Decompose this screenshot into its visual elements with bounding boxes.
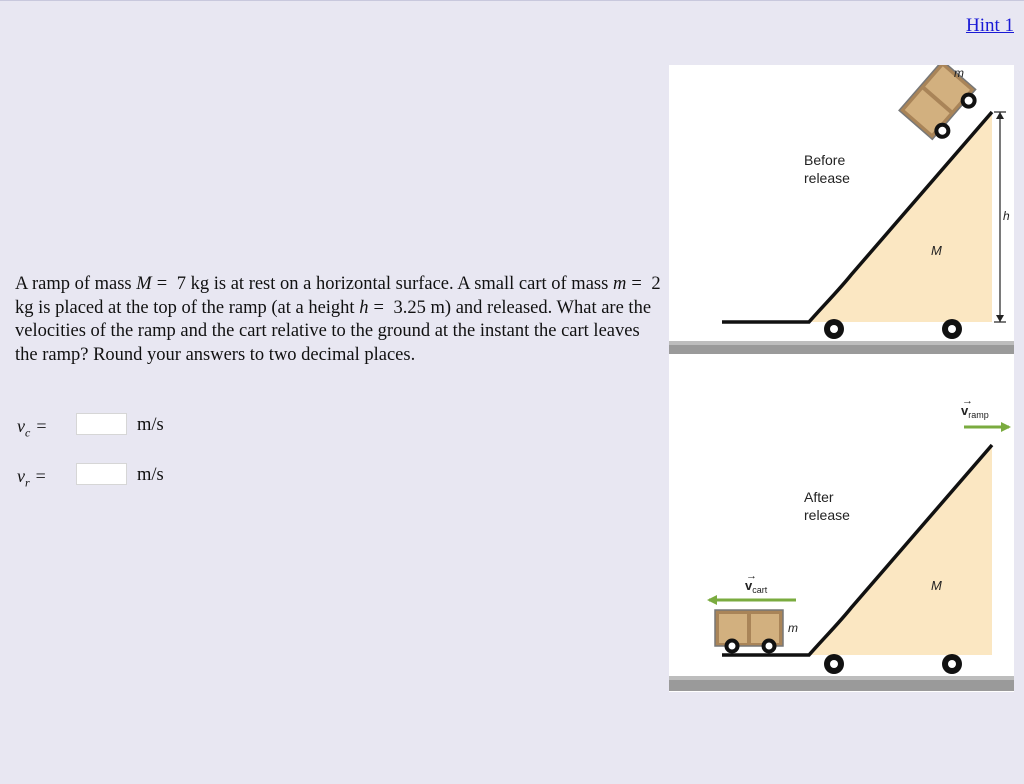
mass-m-symbol: m xyxy=(612,274,627,294)
problem-text-1: A ramp of mass xyxy=(15,274,137,294)
ramp-cart-diagram xyxy=(669,65,1014,692)
problem-text-4: 3.25 m) and released. What are the velocities of the ramp and the cart relative to the ground at the instant the cart leaves the ramp? Round your answers to two decimal places. xyxy=(15,297,652,365)
ramp-mass-label-before: M xyxy=(931,243,942,258)
cart-before xyxy=(899,65,982,145)
cart-mass-label-before: m xyxy=(954,66,964,80)
problem-text-3: 2 kg is placed at the top of the ramp (at a height xyxy=(15,274,661,318)
vc-label: $v_c$ = xyxy=(17,416,47,440)
before-label-line2: release xyxy=(804,170,850,186)
vr-input[interactable] xyxy=(76,463,127,485)
hint-link[interactable]: Hint 1 xyxy=(965,15,1014,36)
v-ramp-vector-arrow-icon: → xyxy=(962,395,973,407)
ramp-wheel-right-after xyxy=(942,654,962,674)
before-label-line1: Before xyxy=(804,152,846,168)
vr-unit: m/s xyxy=(137,465,164,485)
v-ramp-label: $v_{ramp}$ xyxy=(961,403,989,420)
vr-label: $v_r$ = xyxy=(17,466,46,490)
after-release-panel xyxy=(669,395,1014,691)
vc-unit: m/s xyxy=(137,415,164,435)
problem-text-2: 7 kg is at rest on a horizontal surface. A small cart of mass xyxy=(172,274,613,294)
ramp-mass-label-after: M xyxy=(931,578,942,593)
after-label-line1: After xyxy=(804,489,834,505)
equals-sign: = xyxy=(373,297,384,318)
ramp-cart-figure xyxy=(669,65,1014,692)
v-cart-vector-arrow-icon: → xyxy=(746,570,757,582)
vc-input[interactable] xyxy=(76,413,127,435)
cart-after xyxy=(715,610,783,652)
problem-statement xyxy=(15,273,665,367)
top-border xyxy=(0,0,1024,1)
cart-mass-label-after: m xyxy=(788,621,798,635)
ground-highlight xyxy=(669,341,1014,345)
mass-M-symbol: M xyxy=(136,274,152,294)
height-label: h xyxy=(1003,209,1010,223)
height-h-symbol: h xyxy=(359,297,369,318)
ramp-wheel-left xyxy=(824,319,844,339)
after-label-line2: release xyxy=(804,507,850,523)
ground-highlight-after xyxy=(669,676,1014,680)
ramp-wheel-left-after xyxy=(824,654,844,674)
ramp-wheel-right xyxy=(942,319,962,339)
before-release-panel xyxy=(669,65,1014,354)
equals-sign: = xyxy=(156,274,168,294)
equals-sign: = xyxy=(631,274,642,294)
v-cart-label: $v_{cart}$ xyxy=(745,578,768,595)
